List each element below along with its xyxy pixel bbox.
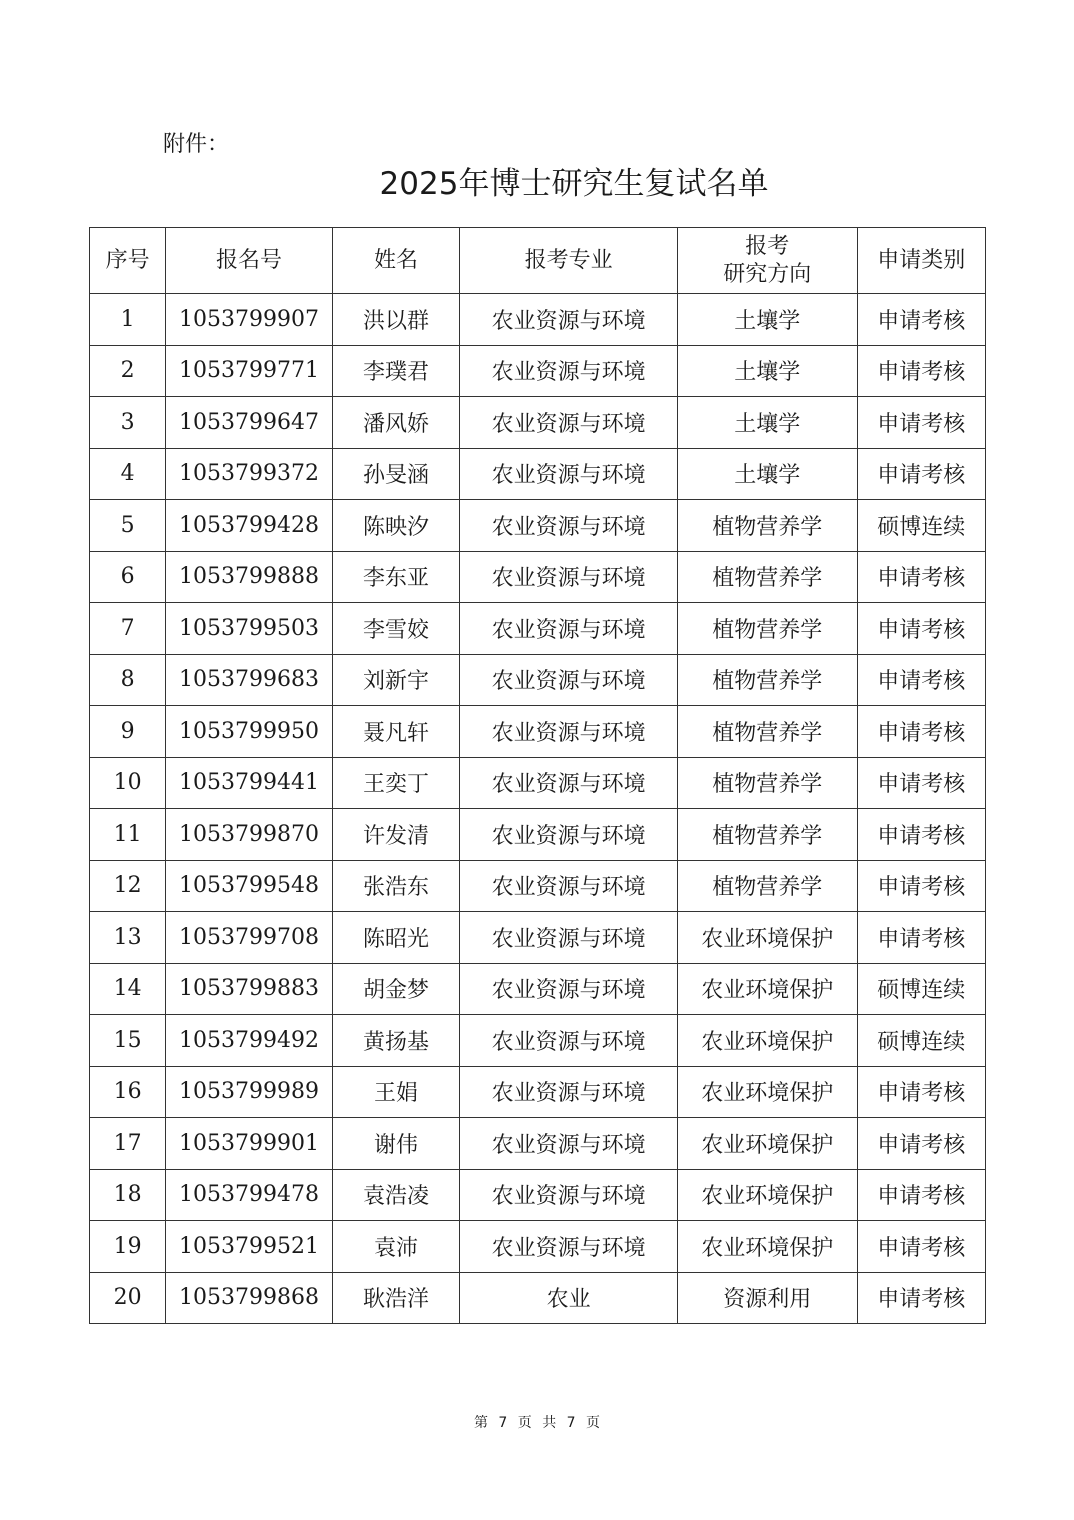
cell-application-type: 申请考核 xyxy=(857,1272,985,1324)
cell-name: 许发清 xyxy=(332,809,459,861)
cell-index: 13 xyxy=(90,912,166,964)
cell-index: 10 xyxy=(90,757,166,809)
table-row xyxy=(90,1015,986,1067)
table-row xyxy=(90,1221,986,1273)
cell-application-type: 申请考核 xyxy=(857,1221,985,1273)
table-row xyxy=(90,448,986,500)
table-row xyxy=(90,757,986,809)
cell-name: 王娟 xyxy=(332,1066,459,1118)
cell-name: 胡金梦 xyxy=(332,963,459,1015)
cell-research-direction: 植物营养学 xyxy=(677,500,857,552)
header-index: 序号 xyxy=(90,228,166,294)
cell-research-direction: 土壤学 xyxy=(677,448,857,500)
cell-major: 农业资源与环境 xyxy=(460,448,678,500)
cell-application-type: 申请考核 xyxy=(857,809,985,861)
page-title-text: 2025年博士研究生复试名单 xyxy=(379,166,769,202)
cell-index: 15 xyxy=(90,1015,166,1067)
cell-major: 农业资源与环境 xyxy=(460,809,678,861)
cell-registration-number: 1053799989 xyxy=(166,1066,333,1118)
table-row xyxy=(90,654,986,706)
cell-name: 王奕丁 xyxy=(332,757,459,809)
header-name: 姓名 xyxy=(332,228,459,294)
cell-name: 张浩东 xyxy=(332,860,459,912)
cell-registration-number: 1053799503 xyxy=(166,603,333,655)
cell-index: 1 xyxy=(90,294,166,346)
cell-registration-number: 1053799428 xyxy=(166,500,333,552)
table-row xyxy=(90,551,986,603)
cell-major: 农业资源与环境 xyxy=(460,757,678,809)
cell-name: 李雪姣 xyxy=(332,603,459,655)
cell-name: 李东亚 xyxy=(332,551,459,603)
cell-registration-number: 1053799521 xyxy=(166,1221,333,1273)
cell-registration-number: 1053799888 xyxy=(166,551,333,603)
cell-major: 农业资源与环境 xyxy=(460,1066,678,1118)
cell-index: 6 xyxy=(90,551,166,603)
cell-name: 聂凡轩 xyxy=(332,706,459,758)
cell-registration-number: 1053799950 xyxy=(166,706,333,758)
cell-index: 9 xyxy=(90,706,166,758)
cell-index: 2 xyxy=(90,345,166,397)
cell-index: 14 xyxy=(90,963,166,1015)
page-title xyxy=(0,162,1074,206)
cell-name: 陈映汐 xyxy=(332,500,459,552)
cell-research-direction: 农业环境保护 xyxy=(677,963,857,1015)
cell-registration-number: 1053799708 xyxy=(166,912,333,964)
cell-application-type: 申请考核 xyxy=(857,448,985,500)
table-row xyxy=(90,1169,986,1221)
cell-name: 耿浩洋 xyxy=(332,1272,459,1324)
cell-major: 农业资源与环境 xyxy=(460,654,678,706)
cell-major: 农业资源与环境 xyxy=(460,706,678,758)
cell-major: 农业资源与环境 xyxy=(460,963,678,1015)
cell-application-type: 申请考核 xyxy=(857,654,985,706)
header-direction-line1: 报考 xyxy=(745,233,790,259)
header-application-type: 申请类别 xyxy=(857,228,985,294)
cell-research-direction: 植物营养学 xyxy=(677,809,857,861)
cell-registration-number: 1053799548 xyxy=(166,860,333,912)
cell-major: 农业资源与环境 xyxy=(460,397,678,449)
cell-registration-number: 1053799478 xyxy=(166,1169,333,1221)
table-row xyxy=(90,500,986,552)
cell-index: 4 xyxy=(90,448,166,500)
cell-name: 李璞君 xyxy=(332,345,459,397)
cell-major: 农业资源与环境 xyxy=(460,1118,678,1170)
header-major: 报考专业 xyxy=(460,228,678,294)
cell-application-type: 硕博连续 xyxy=(857,963,985,1015)
cell-name: 陈昭光 xyxy=(332,912,459,964)
cell-name: 潘风娇 xyxy=(332,397,459,449)
cell-research-direction: 土壤学 xyxy=(677,345,857,397)
cell-major: 农业资源与环境 xyxy=(460,551,678,603)
cell-application-type: 申请考核 xyxy=(857,397,985,449)
header-research-direction xyxy=(677,228,857,294)
cell-name: 谢伟 xyxy=(332,1118,459,1170)
cell-registration-number: 1053799907 xyxy=(166,294,333,346)
cell-research-direction: 植物营养学 xyxy=(677,654,857,706)
cell-index: 8 xyxy=(90,654,166,706)
cell-index: 12 xyxy=(90,860,166,912)
table-row xyxy=(90,345,986,397)
cell-major: 农业资源与环境 xyxy=(460,603,678,655)
cell-application-type: 申请考核 xyxy=(857,757,985,809)
cell-application-type: 申请考核 xyxy=(857,912,985,964)
cell-major: 农业资源与环境 xyxy=(460,912,678,964)
cell-index: 5 xyxy=(90,500,166,552)
cell-major: 农业 xyxy=(460,1272,678,1324)
table-row xyxy=(90,603,986,655)
cell-index: 20 xyxy=(90,1272,166,1324)
cell-research-direction: 植物营养学 xyxy=(677,603,857,655)
cell-application-type: 申请考核 xyxy=(857,706,985,758)
table-row xyxy=(90,1118,986,1170)
cell-application-type: 申请考核 xyxy=(857,345,985,397)
cell-registration-number: 1053799441 xyxy=(166,757,333,809)
cell-research-direction: 植物营养学 xyxy=(677,706,857,758)
cell-registration-number: 1053799372 xyxy=(166,448,333,500)
cell-index: 18 xyxy=(90,1169,166,1221)
table-row xyxy=(90,809,986,861)
cell-application-type: 硕博连续 xyxy=(857,1015,985,1067)
cell-index: 11 xyxy=(90,809,166,861)
cell-research-direction: 土壤学 xyxy=(677,397,857,449)
cell-research-direction: 植物营养学 xyxy=(677,757,857,809)
table-row xyxy=(90,912,986,964)
cell-registration-number: 1053799492 xyxy=(166,1015,333,1067)
cell-application-type: 硕博连续 xyxy=(857,500,985,552)
candidate-table xyxy=(89,227,986,1324)
cell-registration-number: 1053799683 xyxy=(166,654,333,706)
header-registration-number: 报名号 xyxy=(166,228,333,294)
cell-major: 农业资源与环境 xyxy=(460,1015,678,1067)
cell-name: 黄扬基 xyxy=(332,1015,459,1067)
cell-application-type: 申请考核 xyxy=(857,1066,985,1118)
cell-research-direction: 农业环境保护 xyxy=(677,1118,857,1170)
cell-registration-number: 1053799901 xyxy=(166,1118,333,1170)
cell-research-direction: 植物营养学 xyxy=(677,551,857,603)
cell-research-direction: 农业环境保护 xyxy=(677,1015,857,1067)
cell-application-type: 申请考核 xyxy=(857,1169,985,1221)
cell-name: 袁沛 xyxy=(332,1221,459,1273)
table-row xyxy=(90,963,986,1015)
cell-application-type: 申请考核 xyxy=(857,294,985,346)
cell-name: 袁浩凌 xyxy=(332,1169,459,1221)
cell-index: 3 xyxy=(90,397,166,449)
cell-name: 孙旻涵 xyxy=(332,448,459,500)
cell-research-direction: 农业环境保护 xyxy=(677,1169,857,1221)
cell-research-direction: 农业环境保护 xyxy=(677,1066,857,1118)
cell-application-type: 申请考核 xyxy=(857,603,985,655)
cell-application-type: 申请考核 xyxy=(857,860,985,912)
cell-research-direction: 植物营养学 xyxy=(677,860,857,912)
table-row xyxy=(90,706,986,758)
attachment-label: 附件： xyxy=(163,132,230,157)
cell-index: 7 xyxy=(90,603,166,655)
cell-registration-number: 1053799883 xyxy=(166,963,333,1015)
page-footer: 第 7 页 共 7 页 xyxy=(473,1415,601,1431)
cell-registration-number: 1053799771 xyxy=(166,345,333,397)
cell-registration-number: 1053799870 xyxy=(166,809,333,861)
table-row xyxy=(90,397,986,449)
cell-major: 农业资源与环境 xyxy=(460,860,678,912)
cell-research-direction: 农业环境保护 xyxy=(677,912,857,964)
table-row xyxy=(90,860,986,912)
table-header-row xyxy=(90,228,986,294)
cell-major: 农业资源与环境 xyxy=(460,345,678,397)
cell-major: 农业资源与环境 xyxy=(460,1221,678,1273)
cell-research-direction: 资源利用 xyxy=(677,1272,857,1324)
cell-registration-number: 1053799647 xyxy=(166,397,333,449)
cell-major: 农业资源与环境 xyxy=(460,1169,678,1221)
cell-index: 19 xyxy=(90,1221,166,1273)
cell-name: 洪以群 xyxy=(332,294,459,346)
cell-application-type: 申请考核 xyxy=(857,551,985,603)
header-direction-line2: 研究方向 xyxy=(723,261,812,287)
table-row xyxy=(90,294,986,346)
cell-major: 农业资源与环境 xyxy=(460,500,678,552)
table-row xyxy=(90,1272,986,1324)
cell-research-direction: 农业环境保护 xyxy=(677,1221,857,1273)
cell-name: 刘新宇 xyxy=(332,654,459,706)
cell-index: 16 xyxy=(90,1066,166,1118)
cell-research-direction: 土壤学 xyxy=(677,294,857,346)
cell-major: 农业资源与环境 xyxy=(460,294,678,346)
cell-registration-number: 1053799868 xyxy=(166,1272,333,1324)
table-row xyxy=(90,1066,986,1118)
cell-application-type: 申请考核 xyxy=(857,1118,985,1170)
cell-index: 17 xyxy=(90,1118,166,1170)
